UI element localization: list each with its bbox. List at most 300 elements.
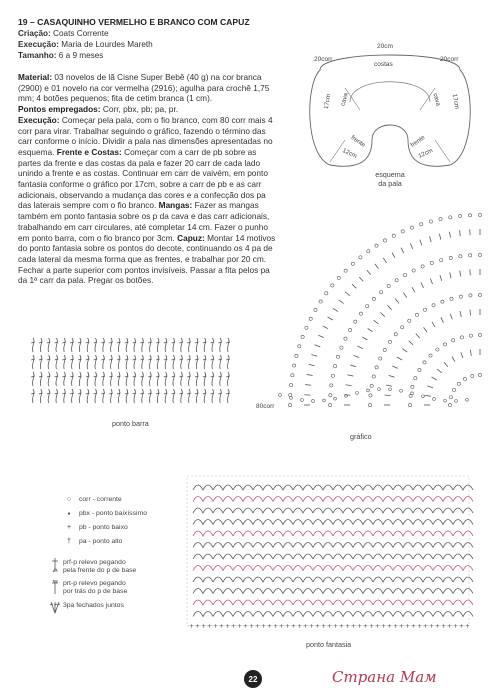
- stitch-bar: [101, 359, 105, 360]
- arch-mark: [233, 520, 253, 525]
- stitch-mark: [189, 372, 190, 386]
- stitch-mark: [173, 389, 174, 403]
- ponto-barra-caption: ponto barra: [112, 419, 149, 428]
- stitch-mark: [87, 355, 88, 369]
- arch-mark: [393, 566, 413, 571]
- capuz-label: Capuz:: [177, 232, 205, 243]
- chain-mark: [331, 374, 334, 377]
- stitch-bar: [31, 359, 35, 360]
- arch-mark: [433, 566, 453, 571]
- arch-mark: [333, 554, 353, 559]
- stitch-mark: [150, 389, 151, 403]
- arch-mark: [253, 612, 273, 617]
- stitch-mark: [126, 355, 127, 369]
- legend-pa-text: pa - ponto alto: [79, 538, 123, 545]
- stitch-mark: [409, 341, 413, 345]
- chain-mark: [288, 403, 291, 406]
- arch-mark: [413, 543, 433, 548]
- stitch-bar: [117, 359, 121, 360]
- chain-mark: [375, 366, 378, 369]
- stitch-mark: [134, 355, 135, 369]
- tamanho-line: [18, 51, 103, 60]
- chain-mark: [328, 403, 331, 406]
- arch-mark: [373, 554, 393, 559]
- chain-mark: [325, 292, 328, 295]
- stitch-bar: [179, 393, 183, 394]
- stitch-bar: [101, 393, 105, 394]
- chain-mark: [420, 223, 423, 226]
- stitch-mark: [181, 355, 182, 369]
- arch-mark: [373, 566, 393, 571]
- chain-mark: [344, 337, 347, 340]
- stitch-bar: [218, 376, 222, 377]
- base-chain-mark: +: [345, 623, 351, 630]
- chain-mark: [466, 398, 469, 401]
- stitch-bar: [148, 359, 152, 360]
- arch-mark: [213, 508, 233, 513]
- esquema-caption-line1: esquema: [375, 170, 405, 179]
- stitch-mark: [95, 389, 96, 403]
- stitch-mark: [150, 355, 151, 369]
- stitch-bar: [195, 393, 199, 394]
- chain-mark: [469, 294, 472, 297]
- arch-mark: [373, 485, 393, 490]
- arch-mark: [433, 508, 453, 513]
- base-chain-mark: +: [267, 623, 273, 630]
- stitch-bar: [133, 342, 137, 343]
- esquema-costas-label: costas: [374, 61, 393, 68]
- arch-mark: [293, 508, 313, 513]
- legend-relevo-icons: [48, 556, 62, 616]
- chain-mark: [290, 396, 293, 399]
- base-chain-mark: +: [327, 623, 333, 630]
- stitch-mark: [142, 355, 143, 369]
- arch-mark: [393, 600, 413, 605]
- execucao-line: [18, 40, 153, 49]
- arch-mark: [193, 589, 213, 594]
- chain-mark: [305, 326, 308, 329]
- arch-mark: [373, 531, 393, 536]
- esquema-right-corr: 20corr: [440, 56, 459, 63]
- tamanho-value: 6 a 9 meses: [58, 51, 104, 60]
- arch-mark: [293, 566, 313, 571]
- arch-mark: [293, 485, 313, 490]
- arch-mark: [453, 577, 473, 582]
- arch-mark: [293, 520, 313, 525]
- chain-mark: [344, 269, 347, 272]
- stitch-mark: [389, 375, 395, 377]
- chain-mark: [370, 384, 373, 387]
- stitch-bar: [78, 376, 82, 377]
- stitch-mark: [357, 346, 362, 349]
- stitch-mark: [449, 232, 450, 238]
- arch-mark: [433, 600, 453, 605]
- stitch-mark: [79, 338, 80, 352]
- arch-mark: [273, 497, 293, 502]
- chain-mark: [469, 334, 472, 337]
- stitch-bar: [109, 342, 113, 343]
- legend-pbx: [63, 510, 147, 517]
- stitch-bar: [117, 393, 121, 394]
- arch-mark: [353, 508, 373, 513]
- arch-mark: [273, 589, 293, 594]
- stitch-bar: [47, 342, 51, 343]
- arch-mark: [393, 589, 413, 594]
- stitch-mark: [103, 338, 104, 352]
- base-chain-mark: +: [351, 623, 357, 630]
- arch-mark: [393, 520, 413, 525]
- chain-mark: [421, 265, 424, 268]
- arch-mark: [393, 577, 413, 582]
- stitch-bar: [218, 342, 222, 343]
- arch-mark: [253, 554, 273, 559]
- stitch-mark: [103, 355, 104, 369]
- base-chain-mark: +: [429, 623, 435, 630]
- arch-mark: [373, 577, 393, 582]
- arch-mark: [233, 531, 253, 536]
- chain-mark: [452, 339, 455, 342]
- arch-mark: [353, 600, 373, 605]
- stitch-mark: [421, 282, 424, 287]
- stitch-bar: [226, 359, 230, 360]
- stitch-mark: [103, 372, 104, 386]
- arch-mark: [293, 497, 313, 502]
- chain-mark: [455, 400, 458, 403]
- stitch-mark: [350, 365, 356, 367]
- chain-mark: [348, 328, 351, 331]
- arch-mark: [193, 485, 213, 490]
- stitch-bar: [211, 359, 215, 360]
- stitch-mark: [375, 264, 379, 269]
- base-chain-mark: +: [237, 623, 243, 630]
- arch-mark: [413, 508, 433, 513]
- base-chain-mark: +: [195, 623, 201, 630]
- stitch-bar: [218, 359, 222, 360]
- arch-mark: [313, 577, 333, 582]
- stitch-bar: [125, 359, 129, 360]
- stitch-mark: [79, 389, 80, 403]
- stitch-bar: [172, 359, 176, 360]
- chain-mark: [367, 389, 370, 392]
- chain-mark: [414, 377, 417, 380]
- stitch-mark: [359, 277, 363, 281]
- stitch-bar: [70, 359, 74, 360]
- chain-mark: [375, 244, 378, 247]
- stitch-bar: [55, 393, 59, 394]
- stitch-mark: [111, 338, 112, 352]
- arch-mark: [313, 612, 333, 617]
- chain-mark: [378, 388, 381, 391]
- chain-mark: [423, 308, 426, 311]
- esquema-left-corr: 20corr: [314, 56, 333, 63]
- stitch-mark: [48, 338, 49, 352]
- arch-mark: [333, 520, 353, 525]
- chain-mark: [433, 398, 436, 401]
- arch-mark: [413, 612, 433, 617]
- stitch-mark: [420, 240, 422, 246]
- stitch-mark: [40, 338, 41, 352]
- stitch-mark: [228, 389, 229, 403]
- grafico-corr-label: 80corr: [256, 403, 275, 410]
- legend-prf-line1: prf-p relevo pegando: [63, 559, 126, 566]
- stitch-mark: [450, 314, 452, 320]
- stitch-mark: [460, 311, 461, 317]
- chain-mark: [459, 255, 462, 258]
- stitch-mark: [196, 372, 197, 386]
- arch-mark: [193, 600, 213, 605]
- esquema-right-cava: cava: [431, 92, 442, 107]
- base-chain-mark: +: [255, 623, 261, 630]
- stitch-mark: [432, 377, 437, 380]
- stitch-mark: [134, 338, 135, 352]
- stitch-mark: [95, 355, 96, 369]
- stitch-mark: [196, 389, 197, 403]
- arch-mark: [413, 600, 433, 605]
- stitch-mark: [444, 362, 448, 367]
- stitch-mark: [189, 338, 190, 352]
- arch-mark: [313, 508, 333, 513]
- arch-mark: [293, 577, 313, 582]
- base-chain-mark: +: [363, 623, 369, 630]
- chain-mark: [430, 261, 433, 264]
- neck-curve: [350, 82, 430, 102]
- execucao-label: Execução:: [18, 40, 59, 49]
- stitch-bar: [78, 393, 82, 394]
- arch-mark: [273, 566, 293, 571]
- stitch-mark: [460, 271, 461, 277]
- arch-mark: [333, 508, 353, 513]
- mangas-label: Mangas:: [158, 200, 193, 211]
- chain-mark: [331, 284, 334, 287]
- base-chain-mark: +: [441, 623, 447, 630]
- stitch-mark: [56, 389, 57, 403]
- stitch-bar: [55, 359, 59, 360]
- arch-mark: [453, 485, 473, 490]
- arch-mark: [273, 508, 293, 513]
- arch-mark: [373, 543, 393, 548]
- stitch-mark: [220, 372, 221, 386]
- chain-mark: [379, 291, 382, 294]
- chain-mark: [372, 297, 375, 300]
- arch-mark: [293, 531, 313, 536]
- stitch-bar: [86, 342, 90, 343]
- stitch-mark: [165, 389, 166, 403]
- stitch-bar: [218, 393, 222, 394]
- chain-mark: [351, 262, 354, 265]
- chain-mark: [449, 256, 452, 259]
- chain-mark: [401, 230, 404, 233]
- stitch-mark: [72, 338, 73, 352]
- chain-mark: [334, 397, 337, 400]
- stitch-bar: [117, 376, 121, 377]
- arch-mark: [213, 577, 233, 582]
- base-chain-mark: +: [411, 623, 417, 630]
- esquema-left-cava: cava: [339, 92, 350, 107]
- chain-mark: [418, 368, 421, 371]
- stitch-bar: [86, 359, 90, 360]
- arch-mark: [313, 485, 333, 490]
- stitch-mark: [87, 338, 88, 352]
- chain-mark: [359, 312, 362, 315]
- stitch-mark: [142, 389, 143, 403]
- base-chain-mark: +: [231, 623, 237, 630]
- arch-mark: [353, 497, 373, 502]
- chain-mark: [432, 304, 435, 307]
- arch-mark: [213, 497, 233, 502]
- stitch-mark: [412, 287, 415, 292]
- chain-mark: [334, 365, 337, 368]
- chain-mark: [367, 250, 370, 253]
- stitch-bar: [86, 376, 90, 377]
- arch-mark: [193, 577, 213, 582]
- stitch-mark: [79, 355, 80, 369]
- stitch-mark: [87, 389, 88, 403]
- stitch-bar: [172, 342, 176, 343]
- legend-pbx-text: pbx - ponto baixíssimo: [79, 510, 148, 517]
- stitch-mark: [87, 372, 88, 386]
- grafico-caption: gráfico: [350, 432, 372, 441]
- base-chain-mark: +: [303, 623, 309, 630]
- stitch-mark: [142, 372, 143, 386]
- execucao-text: Começar pela pala, com o fio branco, com 80 corr mais 4 corr para virar. Trabalhar seguindo o gráfico, fazendo o término das carr conforme o início. Dividir a pala nas dimensões apresentadas no esquema.: [18, 114, 273, 157]
- chain-mark: [309, 317, 312, 320]
- arch-mark: [333, 497, 353, 502]
- base-chain-mark: +: [369, 623, 375, 630]
- arch-mark: [353, 520, 373, 525]
- pala-outline: [310, 55, 470, 166]
- stitch-mark: [450, 272, 451, 278]
- stitch-bar: [226, 376, 230, 377]
- stitch-mark: [33, 355, 34, 369]
- stitch-bar: [187, 376, 191, 377]
- stitch-mark: [40, 389, 41, 403]
- stitch-mark: [33, 338, 34, 352]
- chain-mark: [314, 308, 317, 311]
- stitch-mark: [318, 335, 324, 337]
- chain-mark: [301, 399, 304, 402]
- arch-mark: [413, 485, 433, 490]
- arch-mark: [433, 554, 453, 559]
- chain-mark: [463, 377, 466, 380]
- arch-mark: [393, 508, 413, 513]
- chain-mark: [389, 388, 392, 391]
- stitch-mark: [33, 372, 34, 386]
- chain-mark: [383, 348, 386, 351]
- stitch-mark: [385, 395, 391, 396]
- arch-mark: [373, 589, 393, 594]
- arch-mark: [433, 577, 453, 582]
- esquema-left-12: 12cm: [341, 147, 358, 160]
- arch-mark: [313, 497, 333, 502]
- stitch-bar: [94, 376, 98, 377]
- stitch-mark: [56, 355, 57, 369]
- stitch-mark: [142, 338, 143, 352]
- stitch-mark: [425, 395, 431, 396]
- stitch-bar: [31, 342, 35, 343]
- stitch-bar: [101, 342, 105, 343]
- stitch-bar: [117, 342, 121, 343]
- stitch-mark: [430, 278, 432, 284]
- base-chain-mark: +: [261, 623, 267, 630]
- stitch-mark: [48, 389, 49, 403]
- chain-mark: [450, 297, 453, 300]
- arch-mark: [373, 520, 393, 525]
- stitch-mark: [311, 355, 317, 357]
- chain-mark: [478, 213, 481, 216]
- base-chain-mark: +: [423, 623, 429, 630]
- arch-mark: [193, 543, 213, 548]
- stitch-mark: [339, 300, 344, 304]
- stitch-bar: [78, 342, 82, 343]
- chain-mark: [330, 384, 333, 387]
- stitch-mark: [353, 355, 359, 357]
- stitch-bar: [172, 376, 176, 377]
- stitch-mark: [328, 317, 333, 320]
- chain-mark: [478, 373, 481, 376]
- stitch-mark: [157, 389, 158, 403]
- base-chain-mark: +: [243, 623, 249, 630]
- stitch-bar: [164, 359, 168, 360]
- base-chain-mark: +: [279, 623, 285, 630]
- stitch-mark: [111, 355, 112, 369]
- stitch-mark: [470, 350, 471, 356]
- stitch-mark: [430, 236, 432, 242]
- arch-mark: [333, 543, 353, 548]
- stitch-mark: [64, 355, 65, 369]
- stitch-mark: [118, 338, 119, 352]
- stitch-bar: [62, 393, 66, 394]
- base-chain-mark: +: [333, 623, 339, 630]
- arch-mark: [433, 531, 453, 536]
- chain-mark: [441, 300, 444, 303]
- stitch-mark: [118, 355, 119, 369]
- stitch-bar: [39, 359, 43, 360]
- stitch-bar: [39, 376, 43, 377]
- chain-mark: [410, 226, 413, 229]
- stitch-bar: [156, 376, 160, 377]
- arch-mark: [433, 612, 453, 617]
- stitch-bar: [187, 342, 191, 343]
- stitch-bar: [39, 342, 43, 343]
- stitch-bar: [148, 376, 152, 377]
- arch-mark: [453, 543, 473, 548]
- chain-mark: [291, 374, 294, 377]
- stitch-mark: [410, 243, 412, 249]
- arch-mark: [233, 485, 253, 490]
- arch-mark: [353, 589, 373, 594]
- stitch-bar: [55, 342, 59, 343]
- chain-mark: [460, 336, 463, 339]
- stitch-bar: [109, 376, 113, 377]
- chain-mark: [411, 385, 414, 388]
- stitch-bar: [133, 393, 137, 394]
- stitch-mark: [461, 352, 463, 358]
- base-chain-mark: +: [357, 623, 363, 630]
- arch-mark: [293, 600, 313, 605]
- arch-mark: [273, 520, 293, 525]
- legend-fechados: [63, 602, 124, 610]
- stitch-mark: [118, 372, 119, 386]
- stitch-mark: [386, 385, 392, 386]
- chain-mark: [395, 279, 398, 282]
- stitch-mark: [134, 372, 135, 386]
- legend-prt: [63, 580, 127, 596]
- chain-mark: [429, 354, 432, 357]
- stitch-mark: [173, 355, 174, 369]
- stitch-bar: [211, 342, 215, 343]
- legend-prt-line1: prt-p relevo pegando: [63, 580, 126, 587]
- base-chain-mark: +: [297, 623, 303, 630]
